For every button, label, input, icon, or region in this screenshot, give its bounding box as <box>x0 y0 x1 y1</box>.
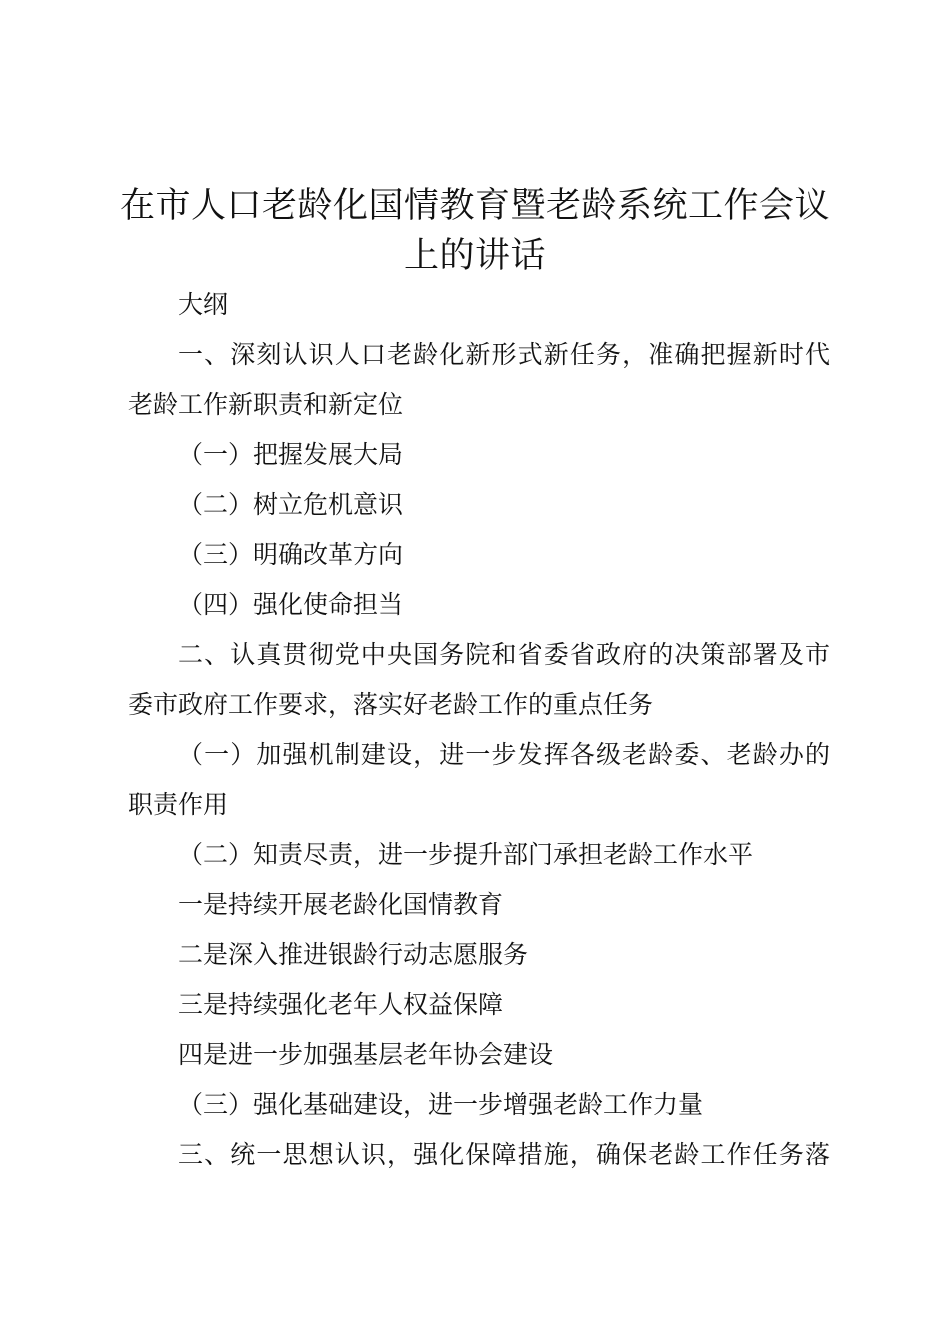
outline-label: 大纲 <box>178 290 229 319</box>
section-2-heading-line-1: 二、认真贯彻党中央国务院和省委省政府的决策部署及市 <box>178 640 830 669</box>
document-title-line-2: 上的讲话 <box>403 236 546 276</box>
section-2-heading-line-2: 委市政府工作要求，落实好老龄工作的重点任务 <box>128 690 654 719</box>
point-2: 二是深入推进银龄行动志愿服务 <box>178 940 529 969</box>
section-2-item-3: （三）强化基础建设，进一步增强老龄工作力量 <box>178 1090 704 1119</box>
section-1-item-3: （三）明确改革方向 <box>178 540 404 569</box>
section-1-item-1: （一）把握发展大局 <box>178 440 404 469</box>
section-2-item-1-line-2: 职责作用 <box>128 790 229 819</box>
point-1: 一是持续开展老龄化国情教育 <box>178 890 504 919</box>
section-1-item-2: （二）树立危机意识 <box>178 490 404 519</box>
point-3: 三是持续强化老年人权益保障 <box>178 990 504 1019</box>
point-4: 四是进一步加强基层老年协会建设 <box>178 1040 554 1069</box>
section-1-heading-line-2: 老龄工作新职责和新定位 <box>128 390 404 419</box>
section-1-item-4: （四）强化使命担当 <box>178 590 404 619</box>
section-1-heading-line-1: 一、深刻认识人口老龄化新形式新任务，准确把握新时代 <box>178 340 830 369</box>
section-2-item-1-line-1: （一）加强机制建设，进一步发挥各级老龄委、老龄办的 <box>178 740 830 769</box>
section-3-heading-line-1: 三、统一思想认识，强化保障措施，确保老龄工作任务落 <box>178 1140 830 1169</box>
section-2-item-2: （二）知责尽责，进一步提升部门承担老龄工作水平 <box>178 840 754 869</box>
document-title-line-1: 在市人口老龄化国情教育暨老龄系统工作会议 <box>119 186 830 226</box>
